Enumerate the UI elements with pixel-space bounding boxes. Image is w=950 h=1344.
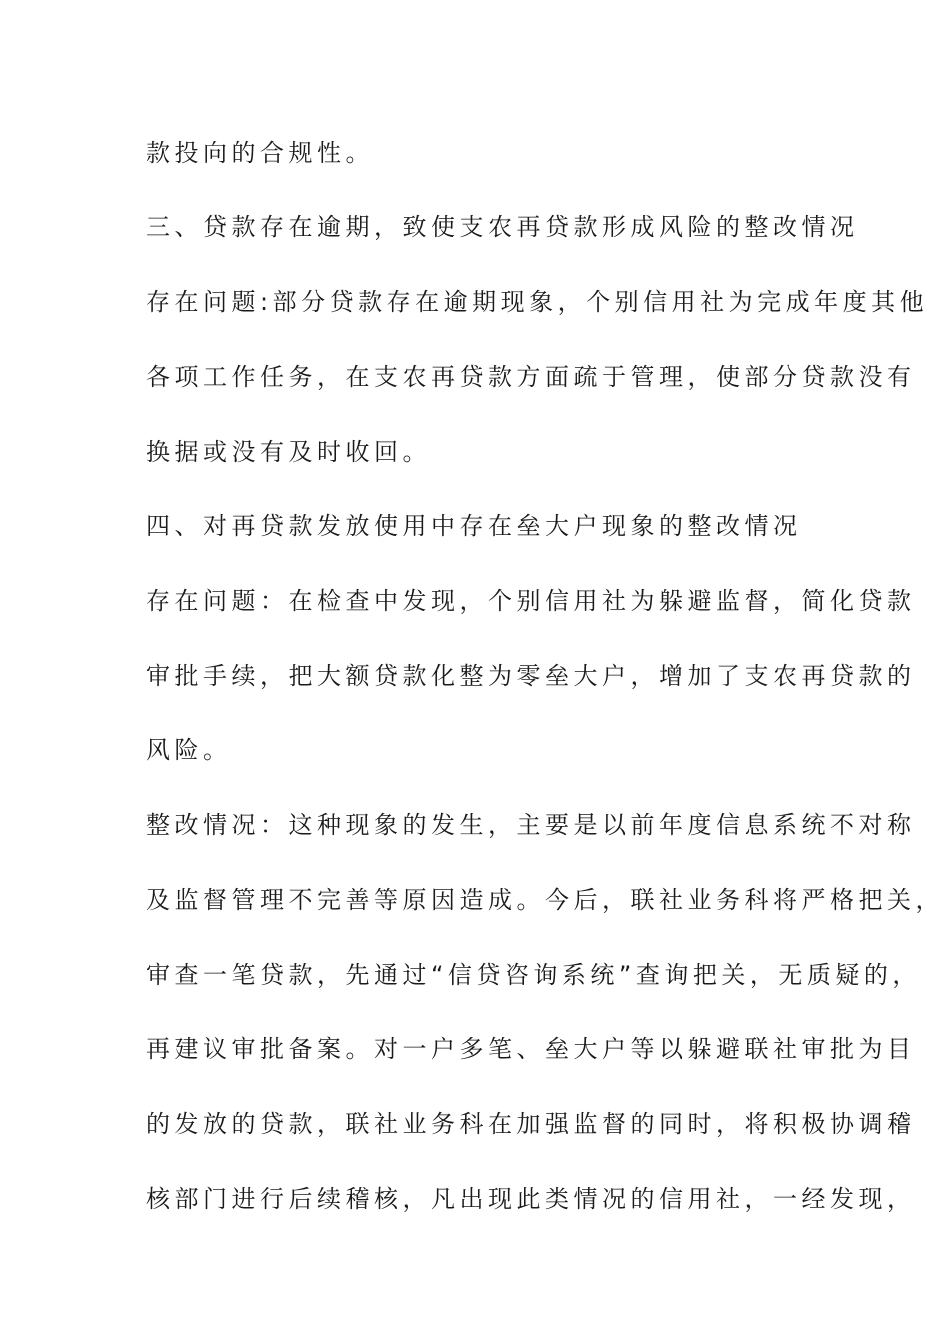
paragraph-line: 核部门进行后续稽核，凡出现此类情况的信用社，一经发现， [146,1185,916,1213]
paragraph-line: 的发放的贷款，联社业务科在加强监督的同时，将积极协调稽 [146,1110,916,1138]
paragraph-line: 存在问题:部分贷款存在逾期现象，个别信用社为完成年度其他 [146,288,929,316]
section-heading-3: 三、贷款存在逾期，致使支农再贷款形成风险的整改情况 [146,213,859,241]
paragraph-line: 再建议审批备案。对一户多笔、垒大户等以躲避联社审批为目 [146,1035,916,1063]
paragraph-line: 款投向的合规性。 [146,139,374,167]
paragraph-line: 及监督管理不完善等原因造成。今后，联社业务科将严格把关， [146,886,944,914]
paragraph-line: 换据或没有及时收回。 [146,438,431,466]
paragraph-line: 审批手续，把大额贷款化整为零垒大户，增加了支农再贷款的 [146,662,916,690]
paragraph-line: 风险。 [146,736,232,764]
paragraph-line: 整改情况：这种现象的发生，主要是以前年度信息系统不对称 [146,811,916,839]
paragraph-line: 各项工作任务，在支农再贷款方面疏于管理，使部分贷款没有 [146,363,916,391]
paragraph-line: 存在问题：在检查中发现，个别信用社为躲避监督，简化贷款 [146,587,916,615]
section-heading-4: 四、对再贷款发放使用中存在垒大户现象的整改情况 [146,512,802,540]
paragraph-line: 审查一笔贷款，先通过“信贷咨询系统”查询把关，无质疑的， [146,961,921,989]
